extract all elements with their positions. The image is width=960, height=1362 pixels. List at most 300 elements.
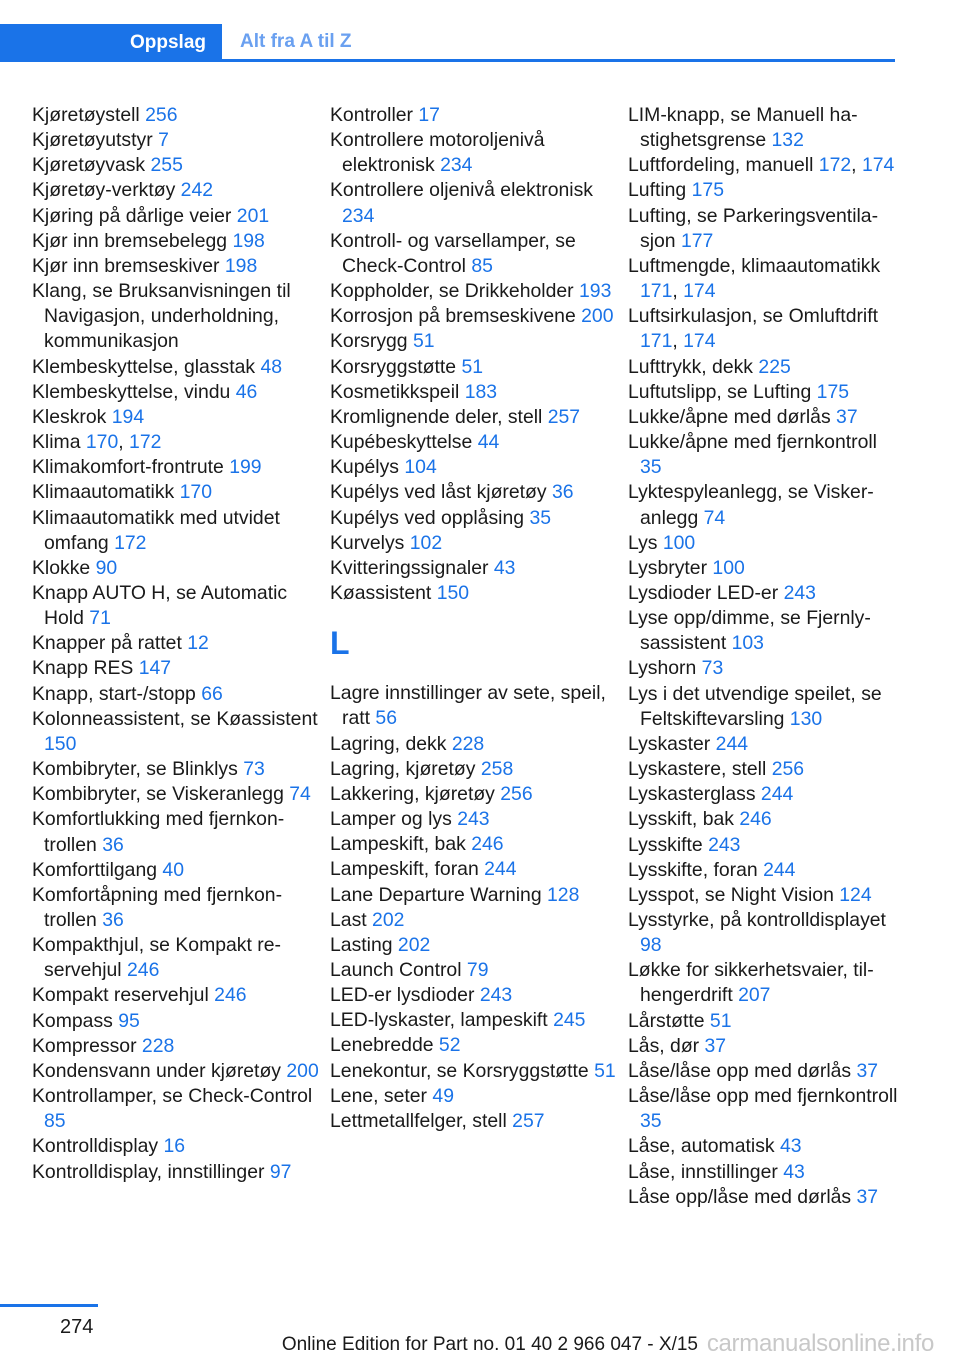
page-link[interactable]: 245	[553, 1009, 586, 1032]
page-link[interactable]: 16	[163, 1135, 186, 1158]
index-entry	[32, 807, 322, 857]
index-entry	[330, 103, 620, 128]
page-link[interactable]: 244	[760, 783, 794, 806]
page-link[interactable]: 85	[471, 254, 493, 277]
entry-term: Last	[330, 908, 367, 931]
entry-term: Kondensvann under kjøretøy	[32, 1059, 281, 1082]
index-entry	[32, 556, 322, 581]
index-column-1	[32, 103, 322, 1185]
entry-term: Lysstyrke, på kontrolldisplayet	[628, 909, 886, 931]
page-link[interactable]: 48	[260, 355, 283, 378]
edition-text: Online Edition for Part no. 01 40 2 966 047 - X/15	[281, 1334, 698, 1355]
index-entry	[32, 858, 322, 883]
entry-term: Låse/låse opp med fjernkontroll	[628, 1085, 898, 1108]
page-link[interactable]: 73	[243, 758, 265, 781]
page-link[interactable]: 132	[771, 129, 804, 152]
page-link[interactable]: 40	[162, 858, 184, 881]
index-entry	[32, 581, 322, 631]
index-entry	[330, 329, 620, 354]
entry-term: Kompressor	[32, 1034, 137, 1057]
entry-term: Låse, innstillinger	[628, 1160, 778, 1183]
entry-term: Lukke/åpne med dørlås	[628, 405, 831, 428]
entry-term: Kromlignende deler, stell	[330, 405, 543, 428]
index-entry	[628, 204, 898, 254]
index-entry	[628, 883, 898, 908]
page-link[interactable]: 98	[640, 934, 662, 957]
page-link[interactable]: 90	[95, 556, 118, 579]
entry-term: Lyskaster	[628, 732, 711, 755]
entry-term: Kontrolldisplay	[32, 1135, 159, 1158]
page-link[interactable]: 35	[640, 456, 662, 479]
index-entry	[32, 128, 322, 153]
index-entry	[628, 103, 898, 153]
page-link[interactable]: 243	[708, 833, 741, 856]
index-entry	[32, 254, 322, 279]
page-link[interactable]: 128	[547, 883, 580, 906]
entry-term: Kontrollere oljenivå elektronisk	[330, 179, 593, 202]
index-entry: Klima 170, 172	[32, 431, 162, 454]
page-link[interactable]: 202	[397, 933, 431, 956]
page-link[interactable]: 74	[289, 783, 311, 806]
index-column-3	[628, 103, 898, 1210]
index-entry	[32, 204, 322, 229]
index-entry	[32, 279, 322, 354]
entry-term: Klimaautomatikk	[32, 481, 175, 504]
page-link[interactable]: 244	[715, 732, 749, 755]
page-link[interactable]: 201	[236, 204, 270, 227]
entry-term: Knapp AUTO H, se Automatic Hold	[32, 581, 288, 630]
entry-term: Kompass	[32, 1009, 113, 1032]
entry-term: Lyktespyleanlegg, se Viskeranlegg	[628, 481, 874, 529]
section-letter: L	[330, 625, 350, 662]
entry-term: Kosmetikkspeil	[330, 380, 460, 403]
page-link[interactable]: 124	[839, 883, 872, 906]
entry-term: Lyskastere, stell	[628, 758, 767, 781]
entry-term: Lampeskift, bak	[330, 833, 466, 856]
entry-term: Kombibryter, se Viskeranlegg	[32, 783, 284, 806]
page-link[interactable]: 257	[512, 1109, 545, 1132]
index-entry	[32, 405, 322, 430]
page-link[interactable]: 171	[640, 280, 673, 303]
entry-term: Kupélys ved opplåsing	[330, 506, 525, 529]
page-link[interactable]: 174	[861, 154, 895, 177]
index-entry	[32, 1134, 322, 1159]
entry-term: LED-er lysdioder	[330, 984, 475, 1007]
page-link[interactable]: 100	[712, 556, 745, 579]
page-link[interactable]: 51	[412, 330, 435, 353]
page-link[interactable]: 243	[457, 808, 490, 831]
entry-term: Kupélys ved låst kjøretøy	[330, 481, 547, 504]
entry-term: Komfortåpning med fjernkontrollen	[32, 883, 283, 931]
entry-term: Kjøretøyvask	[32, 154, 146, 177]
page-number: 274	[60, 1316, 94, 1338]
entry-term: Klokke	[32, 556, 91, 579]
entry-term: Komforttilgang	[32, 858, 158, 881]
index-entry	[628, 958, 898, 1008]
index-entry	[330, 807, 620, 832]
page-link[interactable]: 43	[779, 1135, 802, 1158]
page-link[interactable]: 200	[286, 1059, 319, 1082]
entry-term: Låse opp/låse med dørlås	[628, 1185, 852, 1208]
page-link[interactable]: 171	[640, 330, 673, 353]
index-entry	[330, 782, 620, 807]
index-entry	[628, 782, 898, 807]
page-link[interactable]: 170	[179, 481, 212, 504]
entry-term: Klembeskyttelse, vindu	[32, 380, 231, 403]
page-link[interactable]: 183	[464, 380, 498, 403]
entry-term: Lene, seter	[330, 1084, 428, 1107]
entry-term: Lakkering, kjøretøy	[330, 782, 495, 805]
entry-term: Knapp RES	[32, 657, 134, 680]
index-entry	[330, 1008, 620, 1033]
index-entry	[628, 606, 898, 656]
index-entry	[330, 480, 620, 505]
entry-term: Kompakt reservehjul	[32, 984, 209, 1007]
page-link[interactable]: 246	[214, 984, 247, 1007]
index-entry	[330, 128, 620, 178]
header	[0, 24, 895, 62]
entry-term: Luftfordeling, manuell	[628, 154, 814, 177]
entry-term: Lufting, se Parkeringsventilasjon	[628, 204, 879, 252]
index-entry	[628, 1134, 898, 1159]
entry-term: Lysspot, se Night Vision	[628, 883, 834, 906]
page-link[interactable]: 37	[856, 1185, 879, 1208]
page-link[interactable]: 43	[493, 556, 516, 579]
entry-term: Lufttrykk, dekk	[628, 355, 754, 378]
page-link[interactable]: 207	[738, 984, 771, 1007]
page-link[interactable]: 7	[158, 129, 169, 152]
page-link[interactable]: 198	[232, 229, 265, 252]
page-link[interactable]: 228	[141, 1034, 175, 1057]
page-link[interactable]: 172	[818, 154, 852, 177]
index-entry	[330, 757, 620, 782]
page-link[interactable]: 244	[763, 858, 796, 881]
page-link[interactable]: 242	[180, 179, 214, 202]
page-link[interactable]: 71	[89, 607, 111, 630]
index-entry	[330, 405, 620, 430]
page-link[interactable]: 194	[111, 405, 145, 428]
index-entry	[628, 1185, 898, 1210]
entry-term: Luftmengde, klimaautomatikk	[628, 254, 881, 277]
page-link[interactable]: 174	[683, 280, 716, 303]
page-link[interactable]: 56	[375, 707, 397, 730]
index-entry	[32, 1059, 322, 1084]
page-link[interactable]: 74	[703, 506, 726, 529]
index-entry: Luftfordeling, manuell 172, 174	[628, 154, 895, 177]
entry-term: Kontrollamper, se Check-Control	[32, 1085, 313, 1108]
page-link[interactable]: 234	[440, 154, 473, 177]
index-entry	[32, 1034, 322, 1059]
page-link[interactable]: 243	[479, 984, 513, 1007]
index-entry	[628, 355, 898, 380]
index-entry	[32, 656, 322, 681]
page-link[interactable]: 35	[529, 506, 552, 529]
entry-term: Låse/låse opp med dørlås	[628, 1059, 852, 1082]
page-link[interactable]: 200	[581, 305, 614, 328]
entry-term: Kupébeskyttelse	[330, 431, 473, 454]
page-link[interactable]: 79	[466, 958, 489, 981]
page-link[interactable]: 36	[552, 481, 574, 504]
page-link[interactable]: 46	[235, 380, 258, 403]
index-entry	[330, 1059, 620, 1084]
entry-term: Kjøring på dårlige veier	[32, 204, 232, 227]
page-link[interactable]: 49	[432, 1084, 454, 1107]
index-entry	[330, 857, 620, 882]
index-entry	[32, 455, 322, 480]
index-entry	[330, 455, 620, 480]
entry-term: Korsryggstøtte	[330, 355, 457, 378]
index-entry	[628, 682, 898, 732]
entry-term: Knapp, start-/stopp	[32, 682, 196, 705]
page-link[interactable]: 51	[594, 1059, 616, 1082]
entry-term: Lys i det utvendige speilet, se Feltskiftevarsling	[628, 682, 882, 730]
index-entry	[330, 983, 620, 1008]
page-link[interactable]: 147	[138, 657, 172, 680]
entry-term: Launch Control	[330, 958, 462, 981]
entry-term: Lysskifte	[628, 833, 703, 856]
page-link[interactable]: 150	[44, 732, 77, 755]
footer-divider	[0, 1304, 98, 1307]
index-entry: Luftsirkulasjon, se Omluftdrift 171, 174	[628, 305, 879, 353]
page-link[interactable]: 246	[739, 808, 772, 831]
page-link[interactable]: 198	[224, 254, 258, 277]
index-entry: Luftmengde, klimaautomatikk 171, 174	[628, 254, 881, 303]
entry-term: Korrosjon på bremseskivene	[330, 305, 576, 328]
page-link[interactable]: 43	[783, 1160, 805, 1183]
page-link[interactable]: 256	[145, 104, 178, 126]
index-entry	[32, 153, 322, 178]
index-entry	[32, 1160, 322, 1185]
page-link[interactable]: 172	[129, 431, 162, 454]
entry-term: Klimaautomatikk med utvidet omfang	[32, 506, 280, 554]
page-link[interactable]: 257	[547, 405, 581, 428]
tab-alt-fra-a-til-z[interactable]: Alt fra A til Z	[240, 30, 352, 52]
page-link[interactable]: 51	[709, 1009, 732, 1032]
entry-term: Klima	[32, 431, 81, 454]
index-entry	[330, 430, 620, 455]
entry-term: Kolonneassistent, se Køassistent	[32, 707, 318, 730]
entry-term: Kjøretøystell	[32, 104, 140, 126]
entry-term: Lettmetallfelger, stell	[330, 1109, 507, 1132]
index-entry	[32, 782, 322, 807]
index-entry	[330, 1109, 620, 1134]
index-entry	[330, 933, 620, 958]
index-entry	[628, 480, 898, 530]
page-link[interactable]: 150	[436, 581, 470, 604]
page-link[interactable]: 243	[783, 581, 816, 604]
index-entry	[628, 1059, 898, 1084]
entry-term: Køassistent	[330, 581, 432, 604]
page-link[interactable]: 37	[704, 1034, 727, 1057]
index-entry	[32, 178, 322, 203]
entry-term: Lårstøtte	[628, 1009, 705, 1032]
index-entry	[330, 832, 620, 857]
entry-term: Luftutslipp, se Lufting	[628, 380, 812, 403]
page-link[interactable]: 35	[640, 1110, 662, 1133]
index-entry	[628, 1034, 898, 1059]
page-link[interactable]: 12	[187, 632, 209, 655]
index-entry	[330, 556, 620, 581]
index-entry	[628, 833, 898, 858]
index-entry	[32, 229, 322, 254]
page-link[interactable]: 103	[731, 632, 764, 655]
index-entry	[628, 732, 898, 757]
entry-term: Kurvelys	[330, 531, 405, 554]
index-entry	[628, 908, 898, 958]
entry-term: Lasting	[330, 933, 393, 956]
index-entry	[628, 757, 898, 782]
page-link[interactable]: 202	[372, 908, 405, 931]
entry-term: Kjøretøy-verktøy	[32, 179, 176, 202]
index-entry	[628, 405, 898, 430]
index-entry	[628, 1009, 898, 1034]
page-link[interactable]: 104	[404, 456, 437, 479]
page-link[interactable]: 100	[662, 531, 696, 554]
index-entry	[330, 1084, 620, 1109]
page-link[interactable]: 256	[771, 758, 805, 781]
page-link[interactable]: 255	[150, 154, 183, 177]
index-entry	[32, 631, 322, 656]
entry-term: Løkke for sikkerhetsvaier, tilhengerdrift	[628, 959, 874, 1007]
entry-term: Kvitteringssignaler	[330, 556, 489, 579]
page-link[interactable]: 244	[484, 858, 517, 881]
entry-term: Lyskasterglass	[628, 783, 756, 806]
index-entry	[32, 983, 322, 1008]
page-link[interactable]: 17	[418, 104, 440, 126]
entry-term: Lyshorn	[628, 657, 697, 680]
page-link[interactable]: 85	[44, 1110, 66, 1133]
entry-term: Lysskifte, foran	[628, 858, 758, 881]
tab-oppslag[interactable]: Oppslag	[0, 24, 222, 62]
entry-term: Kontrollere motoroljenivå elektronisk	[330, 129, 545, 177]
index-entry	[32, 682, 322, 707]
entry-term: Klimakomfort-frontrute	[32, 456, 224, 479]
index-entry	[330, 581, 620, 606]
entry-term: Lås, dør	[628, 1034, 700, 1057]
entry-term: Luftsirkulasjon, se Omluftdrift	[628, 305, 879, 328]
entry-term: Klang, se Bruksanvisningen til Navigasjon, underholdning, kommunikasjon	[32, 280, 291, 353]
entry-term: Lenekontur, se Korsryggstøtte	[330, 1059, 589, 1082]
entry-term: Lysskift, bak	[628, 808, 734, 831]
index-entry	[330, 883, 620, 908]
entry-term: Lagring, kjøretøy	[330, 757, 476, 780]
page-link[interactable]: 228	[451, 732, 485, 755]
entry-term: Komfortlukking med fjernkontrollen	[32, 808, 285, 856]
entry-term: Kombibryter, se Blinklys	[32, 758, 238, 781]
index-entry	[628, 178, 898, 203]
entry-term: Kjør inn bremseskiver	[32, 254, 220, 277]
index-entry	[330, 506, 620, 531]
index-entry	[628, 1084, 898, 1134]
page-link[interactable]: 73	[701, 657, 724, 680]
page-link[interactable]: 36	[102, 909, 124, 931]
entry-term: Knapper på rattet	[32, 632, 182, 655]
entry-term: Lagring, dekk	[330, 732, 447, 755]
index-entry	[330, 732, 620, 757]
index-entry	[628, 656, 898, 681]
page-link[interactable]: 44	[477, 431, 500, 454]
index-entry	[32, 355, 322, 380]
entry-term: Kupélys	[330, 456, 399, 479]
page-link[interactable]: 130	[789, 707, 823, 730]
index-entry	[32, 380, 322, 405]
entry-term: Kompakthjul, se Kompakt reservehjul	[32, 934, 281, 982]
entry-term: Kjøretøyutstyr	[32, 129, 153, 152]
index-entry	[628, 380, 898, 405]
page-link[interactable]: 170	[85, 431, 119, 454]
entry-term: Lys	[628, 531, 658, 554]
entry-term: Lampeskift, foran	[330, 858, 479, 881]
page-link[interactable]: 256	[500, 782, 533, 805]
index-entry	[32, 103, 322, 128]
index-entry	[330, 681, 620, 731]
entry-term: Lane Departure Warning	[330, 883, 542, 906]
entry-term: Korsrygg	[330, 330, 408, 353]
index-entry	[628, 581, 898, 606]
entry-term: Låse, automatisk	[628, 1135, 775, 1158]
index-entry	[32, 757, 322, 782]
index-entry	[330, 279, 620, 304]
index-entry	[32, 933, 322, 983]
page-link[interactable]: 225	[758, 355, 791, 378]
page-link[interactable]: 36	[102, 833, 124, 856]
page-link[interactable]: 51	[461, 355, 484, 378]
index-entry	[32, 707, 322, 757]
index-entry	[628, 556, 898, 581]
page-link[interactable]: 175	[816, 380, 850, 403]
page-link[interactable]: 258	[480, 757, 514, 780]
page-link[interactable]: 102	[409, 531, 443, 554]
entry-term: Lamper og lys	[330, 808, 452, 831]
index-entry	[330, 958, 620, 983]
entry-term: LIM-knapp, se Manuell hastighetsgrense	[628, 104, 858, 152]
entry-term: Lyse opp/dimme, se Fjernlysassistent	[628, 607, 871, 655]
page-link[interactable]: 193	[579, 280, 612, 303]
index-entry	[330, 178, 620, 228]
page-link[interactable]: 246	[127, 959, 160, 982]
index-entry	[628, 807, 898, 832]
page-link[interactable]: 199	[229, 456, 262, 479]
page-link[interactable]: 95	[118, 1009, 140, 1032]
entry-term: Lukke/åpne med fjernkontroll	[628, 431, 877, 454]
page-link[interactable]: 234	[342, 204, 375, 227]
page-link[interactable]: 52	[438, 1034, 461, 1057]
page-link[interactable]: 172	[114, 531, 147, 554]
entry-term: Kontrolldisplay, innstillinger	[32, 1160, 265, 1183]
entry-term: Koppholder, se Drikkeholder	[330, 280, 574, 303]
entry-term: Lysdioder LED-er	[628, 581, 779, 604]
page-link[interactable]: 177	[680, 229, 714, 252]
index-entry	[32, 1084, 322, 1134]
index-entry	[628, 430, 898, 480]
index-entry	[628, 858, 898, 883]
index-entry	[628, 531, 898, 556]
page-link[interactable]: 246	[471, 833, 504, 856]
entry-term: LED-lyskaster, lampeskift	[330, 1009, 548, 1032]
index-column-2	[330, 103, 620, 1134]
index-entry	[330, 531, 620, 556]
index-entry	[32, 506, 322, 556]
page-link[interactable]: 37	[856, 1059, 879, 1082]
page-link[interactable]: 66	[201, 682, 223, 705]
page-link[interactable]: 37	[836, 405, 858, 428]
page-link[interactable]: 175	[691, 179, 724, 202]
entry-term: Kontroll- og varsellamper, se Check-Control	[330, 229, 576, 277]
index-entry	[330, 908, 620, 933]
page-link[interactable]: 174	[683, 330, 716, 353]
index-entry	[330, 229, 620, 279]
page-link[interactable]: 97	[269, 1160, 292, 1183]
